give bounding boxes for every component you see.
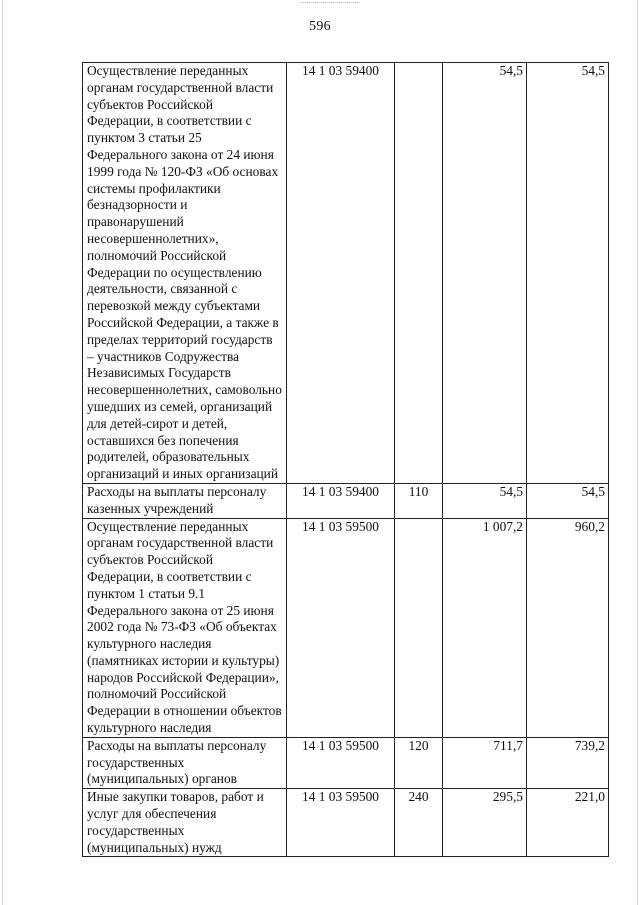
row-expense-type [395,518,443,737]
table-row [83,518,609,737]
row-description: Расходы на выплаты персоналу казенных учреждений [83,483,287,518]
row-expense-type: 120 [395,737,443,788]
row-amount-year1: 1 007,2 [443,518,527,737]
row-expense-type [395,63,443,484]
row-amount-year1: 295,5 [443,789,527,857]
scan-artifact [300,2,360,5]
row-target-code: 14 1 03 59500 [287,518,395,737]
table-row [83,737,609,788]
table-row [83,63,609,484]
row-amount-year2: 960,2 [527,518,609,737]
page-number: 596 [309,19,331,34]
row-amount-year2: 54,5 [527,63,609,484]
row-amount-year1: 54,5 [443,483,527,518]
scan-edge-left [2,0,3,905]
row-description: Осуществление переданных органам государственной власти субъектов Российской Федерации, в соответствии с пунктом 1 статьи 9.1 Федерального закона от 25 июня 2002 года № 73-ФЗ «Об объектах культурного наследия (памятниках истории и культуры) народов Российской Федерации», полномочий Российской Федерации в отношении объектов культурного наследия [83,518,287,737]
table-row [83,789,609,857]
row-description: Осуществление переданных органам государственной власти субъектов Российской Федерации, в соответствии с пунктом 3 статьи 25 Федерального закона от 24 июня 1999 года № 120-ФЗ «Об основах системы профилактики безнадзорности и правонарушений несовершеннолетних», полномочий Российской Федерации по осуществлению деятельности, связанной с перевозкой между субъектами Российской Федерации, а также в пределах территорий государств – участников Содружества Независимых Государств несовершеннолетних, самовольно ушедших из семей, организаций для детей-сирот и детей, оставшихся без попечения родителей, образовательных организаций и иных организаций [83,63,287,484]
scan-edge-right [637,0,638,905]
row-amount-year2: 739,2 [527,737,609,788]
row-expense-type: 110 [395,483,443,518]
table-row [83,483,609,518]
row-amount-year1: 54,5 [443,63,527,484]
row-amount-year2: 54,5 [527,483,609,518]
row-target-code: 14 1 03 59500 [287,737,395,788]
row-expense-type: 240 [395,789,443,857]
row-amount-year1: 711,7 [443,737,527,788]
row-target-code: 14 1 03 59500 [287,789,395,857]
row-description: Расходы на выплаты персоналу государственных (муниципальных) органов [83,737,287,788]
row-target-code: 14 1 03 59400 [287,483,395,518]
row-description: Иные закупки товаров, работ и услуг для обеспечения государственных (муниципальных) нужд [83,789,287,857]
row-amount-year2: 221,0 [527,789,609,857]
row-target-code: 14 1 03 59400 [287,63,395,484]
budget-table [82,62,609,857]
